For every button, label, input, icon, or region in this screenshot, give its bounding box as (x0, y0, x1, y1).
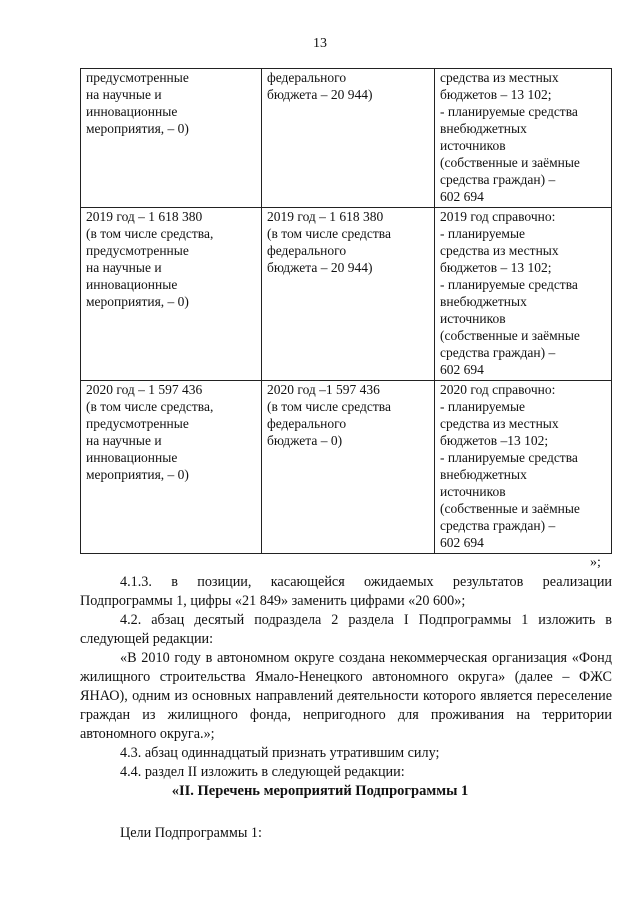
cell-line: 2020 год –1 597 436 (267, 382, 380, 397)
cell-line: внебюджетных (440, 294, 527, 309)
cell-line: - планируемые (440, 399, 526, 414)
cell-line: 2020 год справочно: (440, 382, 556, 397)
cell-line: бюджетов –13 102; (440, 433, 549, 448)
cell-line: 602 694 (440, 189, 484, 204)
table-closing-quote: »; (590, 555, 601, 570)
table-cell-col2 (262, 381, 435, 554)
cell-line: 602 694 (440, 535, 484, 550)
table-cell-col2 (262, 208, 435, 381)
cell-line: внебюджетных (440, 121, 527, 136)
cell-line: бюджета – 20 944) (267, 260, 373, 275)
table-cell-col3 (435, 381, 612, 554)
cell-line: инновационные (86, 450, 178, 465)
paragraph-4-4: 4.4. раздел II изложить в следующей редакции: (120, 764, 405, 780)
cell-line: источников (440, 311, 506, 326)
cell-line: (собственные и заёмные (440, 155, 580, 170)
table-cell-col2 (262, 69, 435, 208)
cell-line: - планируемые средства (440, 277, 578, 292)
table-cell-col1 (81, 208, 262, 381)
cell-line: 2019 год справочно: (440, 209, 556, 224)
section-heading: «II. Перечень мероприятий Подпрограммы 1 (171, 783, 469, 799)
cell-line: (в том числе средства, (86, 226, 214, 241)
budget-table (80, 68, 612, 554)
cell-line: - планируемые (440, 226, 526, 241)
paragraph-4-3: 4.3. абзац одиннадцатый признать утратившим силу; (120, 745, 440, 761)
cell-line: бюджетов – 13 102; (440, 260, 552, 275)
cell-line: 2019 год – 1 618 380 (267, 209, 384, 224)
table-cell-col1 (81, 69, 262, 208)
cell-line: источников (440, 138, 506, 153)
cell-line: (собственные и заёмные (440, 501, 580, 516)
cell-line: бюджета – 0) (267, 433, 343, 448)
cell-line: средства из местных (440, 70, 559, 85)
cell-line: бюджета – 20 944) (267, 87, 373, 102)
cell-line: - планируемые средства (440, 450, 578, 465)
table-cell-col3 (435, 208, 612, 381)
cell-line: предусмотренные (86, 70, 189, 85)
cell-line: (в том числе средства, (86, 399, 214, 414)
cell-line: средства граждан) – (440, 172, 556, 187)
cell-line: предусмотренные (86, 243, 189, 258)
paragraph-block-amendments (80, 573, 612, 782)
cell-line: мероприятия, – 0) (86, 121, 189, 136)
cell-line: - планируемые средства (440, 104, 578, 119)
cell-line: 2019 год – 1 618 380 (86, 209, 203, 224)
cell-line: средства граждан) – (440, 518, 556, 533)
cell-line: инновационные (86, 277, 178, 292)
cell-line: федерального (267, 416, 347, 431)
cell-line: (собственные и заёмные (440, 328, 580, 343)
cell-line: инновационные (86, 104, 178, 119)
cell-line: на научные и (86, 87, 162, 102)
paragraph-4-1-3: 4.1.3. в позиции, касающейся ожидаемых результатов реализации Подпрограммы 1, цифры «21 849» заменить цифрами «20 600»; (80, 574, 612, 609)
paragraph-4-2: 4.2. абзац десятый подраздела 2 раздела I Подпрограммы 1 изложить в следующей редакции: (80, 612, 612, 647)
cell-line: внебюджетных (440, 467, 527, 482)
paragraph-quote: «В 2010 году в автономном округе создана некоммерческая организация «Фонд жилищного строительства Ямало-Ненецкого автономного округа» (далее – ФЖС ЯНАО), одним из основных направлений деятельности которого является переселение граждан из жилищного фонда, непригодного для проживания на территории автономного округа.»; (80, 650, 612, 742)
cell-line: 2020 год – 1 597 436 (86, 382, 203, 397)
cell-line: средства из местных (440, 243, 559, 258)
table-row (81, 69, 612, 208)
table-cell-col1 (81, 381, 262, 554)
goals-label: Цели Подпрограммы 1: (120, 825, 262, 841)
cell-line: средства из местных (440, 416, 559, 431)
table-row (81, 208, 612, 381)
cell-line: источников (440, 484, 506, 499)
cell-line: федерального (267, 243, 347, 258)
cell-line: на научные и (86, 260, 162, 275)
table-cell-col3 (435, 69, 612, 208)
cell-line: 602 694 (440, 362, 484, 377)
table-row (81, 381, 612, 554)
page-number: 13 (313, 36, 327, 51)
cell-line: мероприятия, – 0) (86, 467, 189, 482)
cell-line: предусмотренные (86, 416, 189, 431)
cell-line: мероприятия, – 0) (86, 294, 189, 309)
cell-line: на научные и (86, 433, 162, 448)
cell-line: (в том числе средства (267, 226, 391, 241)
cell-line: бюджетов – 13 102; (440, 87, 552, 102)
cell-line: федерального (267, 70, 347, 85)
cell-line: средства граждан) – (440, 345, 556, 360)
cell-line: (в том числе средства (267, 399, 391, 414)
